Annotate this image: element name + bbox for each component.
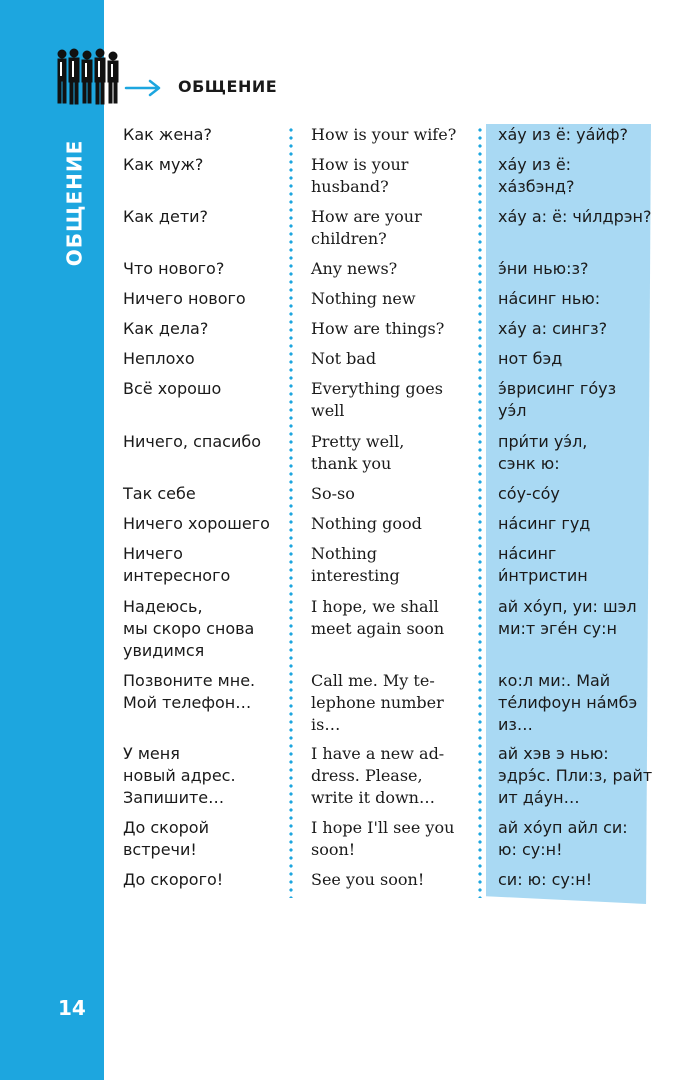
russian-phrase: Ничего, спасибо xyxy=(123,432,262,451)
english-phrase: Pretty well, thank you xyxy=(311,432,405,473)
transcription: на́синг нью: xyxy=(498,289,601,308)
russian-phrase: Как дети? xyxy=(123,207,209,226)
russian-phrase: Всё хорошо xyxy=(123,379,222,398)
russian-phrase: Как дела? xyxy=(123,319,209,338)
english-phrase: How are things? xyxy=(311,319,445,338)
russian-phrase: Ничего интересного xyxy=(123,544,231,585)
transcription: ха́у из ё: уа́йф? xyxy=(498,125,628,144)
transcription: ха́у из ё: ха́збэнд? xyxy=(498,155,575,196)
english-phrase: Any news? xyxy=(311,259,398,278)
transcription: ха́у а: сингз? xyxy=(498,319,608,338)
transcription: ко:л ми:. Май те́лифоун на́мбэ из… xyxy=(498,671,638,734)
section-title: ОБЩЕНИЕ xyxy=(178,77,278,96)
russian-phrase: Так себе xyxy=(123,484,196,503)
transcription: э́ни нью:з? xyxy=(498,259,589,278)
russian-phrase: Как муж? xyxy=(123,155,204,174)
russian-phrase: Надеюсь, мы скоро снова увидимся xyxy=(123,597,255,660)
transcription: си: ю: су:н! xyxy=(498,870,593,889)
transcription: ай хо́уп, уи: шэл ми:т эге́н су:н xyxy=(498,597,637,638)
english-phrase: Nothing interesting xyxy=(311,544,400,585)
english-phrase: Not bad xyxy=(311,349,377,368)
english-phrase: So-so xyxy=(311,484,355,503)
transcription: на́синг и́нтристин xyxy=(498,544,588,585)
english-phrase: How are your children? xyxy=(311,207,422,248)
arrow-right-icon xyxy=(124,78,164,98)
english-phrase: Call me. My te- lephone number is… xyxy=(311,671,444,734)
russian-phrase: До скорой встречи! xyxy=(123,818,209,859)
english-phrase: Everything goes well xyxy=(311,379,443,420)
people-group-icon xyxy=(54,48,126,106)
english-phrase: How is your wife? xyxy=(311,125,457,144)
english-phrase: How is your husband? xyxy=(311,155,409,196)
russian-phrase: До скорого! xyxy=(123,870,224,889)
english-phrase: I hope, we shall meet again soon xyxy=(311,597,445,638)
english-phrase: I hope I'll see you soon! xyxy=(311,818,455,859)
russian-phrase: Ничего нового xyxy=(123,289,246,308)
transcription: на́синг гуд xyxy=(498,514,591,533)
transcription: со́у-со́у xyxy=(498,484,560,503)
column-divider xyxy=(289,126,293,898)
russian-phrase: Позвоните мне. Мой телефон… xyxy=(123,671,256,712)
english-phrase: I have a new ad- dress. Please, write it down… xyxy=(311,744,445,807)
english-phrase: See you soon! xyxy=(311,870,425,889)
transcription: ха́у а: ё: чи́лдрэн? xyxy=(498,207,652,226)
page-number: 14 xyxy=(58,996,86,1020)
transcription: нот бэд xyxy=(498,349,563,368)
russian-phrase: Как жена? xyxy=(123,125,212,144)
column-divider xyxy=(478,126,482,898)
english-phrase: Nothing good xyxy=(311,514,422,533)
transcription: при́ти уэ́л, сэнк ю: xyxy=(498,432,588,473)
english-phrase: Nothing new xyxy=(311,289,416,308)
sidebar-chapter-title-text: ОБЩЕНИЕ xyxy=(62,139,86,266)
sidebar-chapter-title xyxy=(56,139,92,266)
russian-phrase: Неплохо xyxy=(123,349,195,368)
transcription: ай хо́уп айл си: ю: су:н! xyxy=(498,818,628,859)
russian-phrase: Ничего хорошего xyxy=(123,514,270,533)
transcription: э́врисинг го́уз уэ́л xyxy=(498,379,617,420)
russian-phrase: У меня новый адрес. Запишите… xyxy=(123,744,236,807)
transcription: ай хэв э нью: эдрэ́с. Пли:з, райт ит да́ун… xyxy=(498,744,653,807)
russian-phrase: Что нового? xyxy=(123,259,225,278)
